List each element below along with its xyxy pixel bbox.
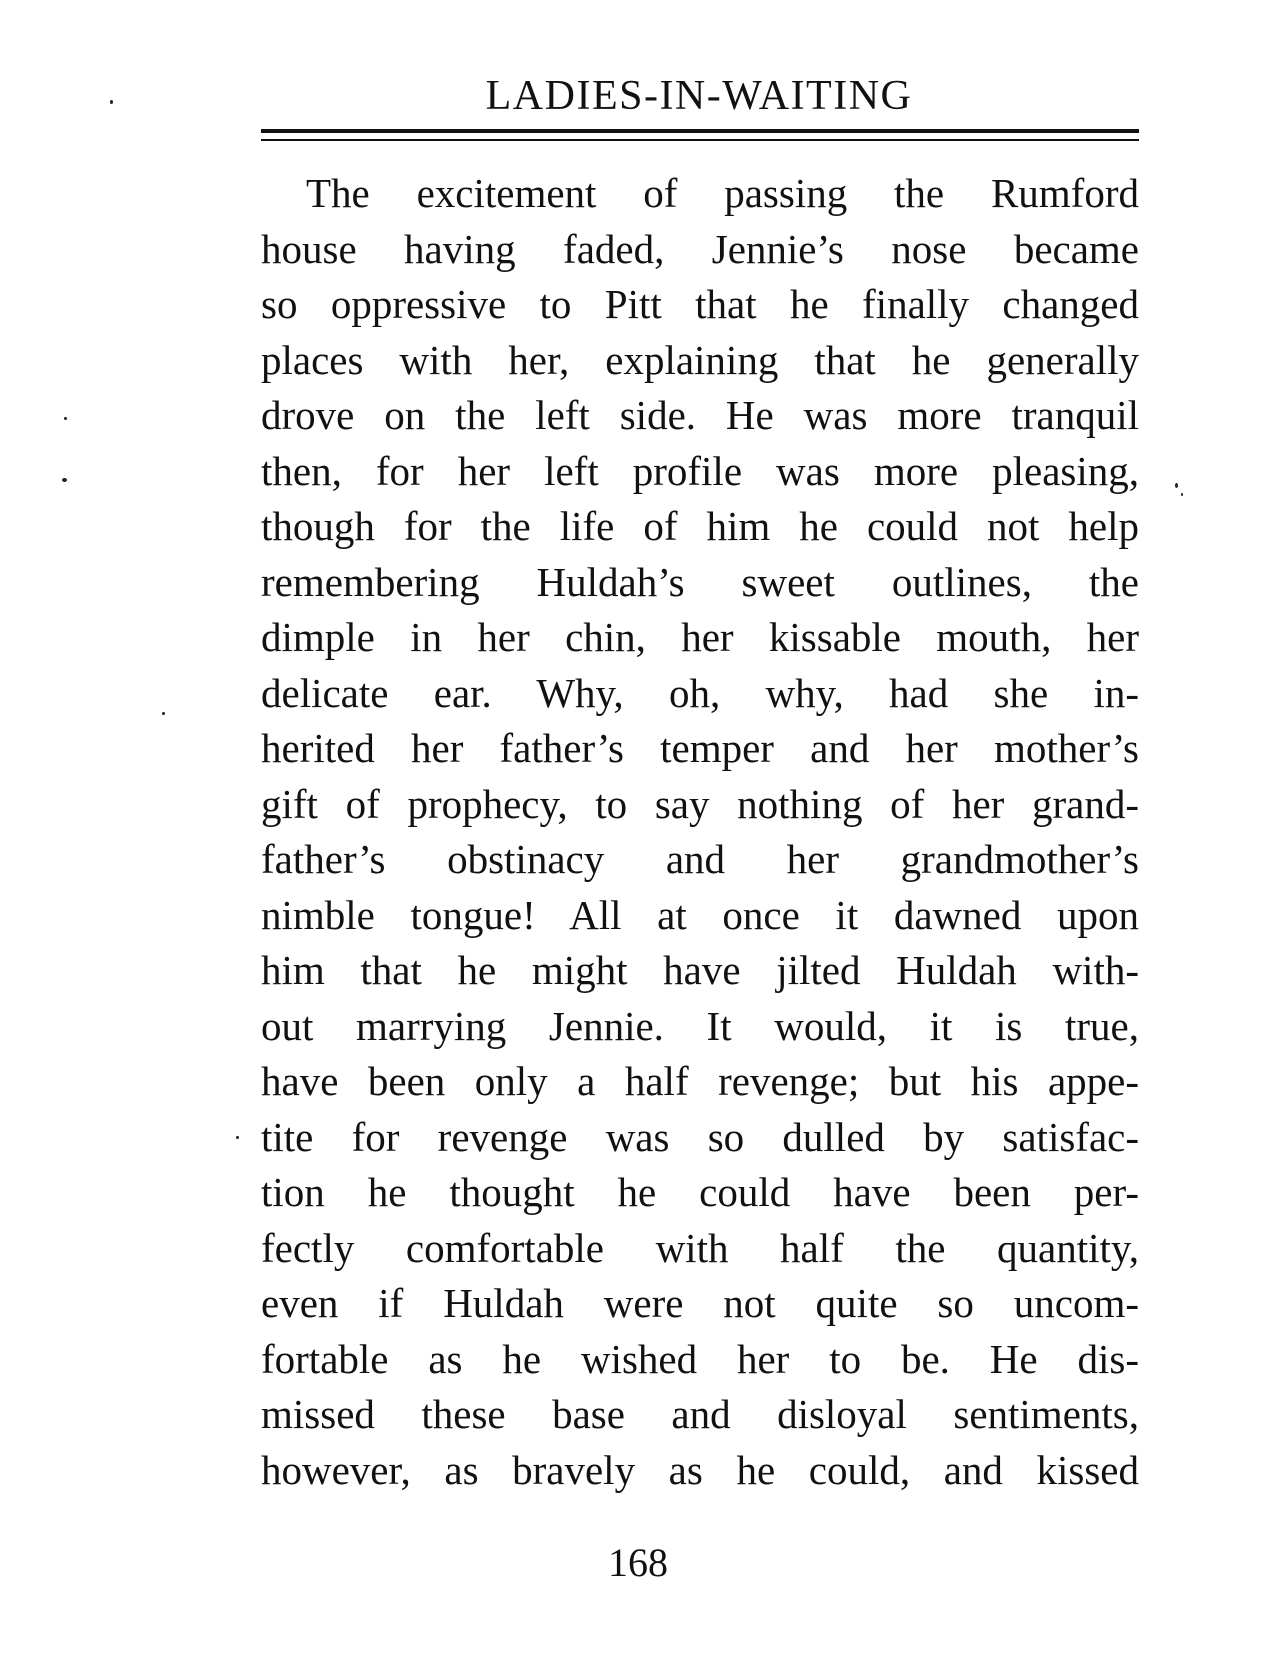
- text-line: places with her, explaining that he generally: [261, 336, 1139, 383]
- text-line: drove on the left side. He was more tranquil: [261, 392, 1139, 438]
- scan-speck: [110, 100, 113, 104]
- text-line: so oppressive to Pitt that he finally changed: [261, 281, 1139, 327]
- scan-speck: [162, 712, 165, 715]
- header-rule-thin: [261, 139, 1139, 141]
- text-line: missed these base and disloyal sentiments,: [261, 1391, 1139, 1437]
- text-line: him that he might have jilted Huldah with-: [261, 947, 1139, 993]
- scan-speck: [236, 1136, 239, 1139]
- text-line: however, as bravely as he could, and kissed: [261, 1446, 1139, 1493]
- scan-speck: [62, 478, 67, 482]
- scan-speck: [1181, 493, 1183, 496]
- scan-speck: [1175, 483, 1178, 488]
- body-text: [261, 166, 1139, 1498]
- text-line: The excitement of passing the Rumford: [306, 170, 1139, 216]
- header-rule-thick: [261, 129, 1139, 133]
- text-line: out marrying Jennie. It would, it is true,: [261, 1002, 1139, 1049]
- text-line: herited her father’s temper and her mother’s: [261, 725, 1139, 771]
- text-line: remembering Huldah’s sweet outlines, the: [261, 558, 1139, 605]
- text-line: tite for revenge was so dulled by satisfac-: [261, 1113, 1139, 1160]
- text-line: tion he thought he could have been per-: [261, 1169, 1139, 1215]
- text-line: dimple in her chin, her kissable mouth, her: [261, 614, 1139, 660]
- text-line: gift of prophecy, to say nothing of her grand-: [261, 780, 1139, 827]
- text-line: father’s obstinacy and her grandmother’s: [261, 836, 1139, 882]
- text-line: have been only a half revenge; but his appe-: [261, 1058, 1139, 1104]
- text-line: nimble tongue! All at once it dawned upon: [261, 891, 1139, 938]
- page-number: 168: [608, 1540, 668, 1585]
- scan-speck: [64, 417, 67, 420]
- text-line: though for the life of him he could not help: [261, 503, 1139, 549]
- text-line: fectly comfortable with half the quantity,: [261, 1224, 1139, 1271]
- text-line: then, for her left profile was more pleasing,: [261, 447, 1139, 494]
- text-line: house having faded, Jennie’s nose became: [261, 225, 1139, 272]
- text-line: even if Huldah were not quite so uncom-: [261, 1280, 1139, 1326]
- text-line: fortable as he wished her to be. He dis-: [261, 1335, 1139, 1382]
- running-head: LADIES-IN-WAITING: [485, 73, 913, 119]
- text-line: delicate ear. Why, oh, why, had she in-: [261, 669, 1139, 716]
